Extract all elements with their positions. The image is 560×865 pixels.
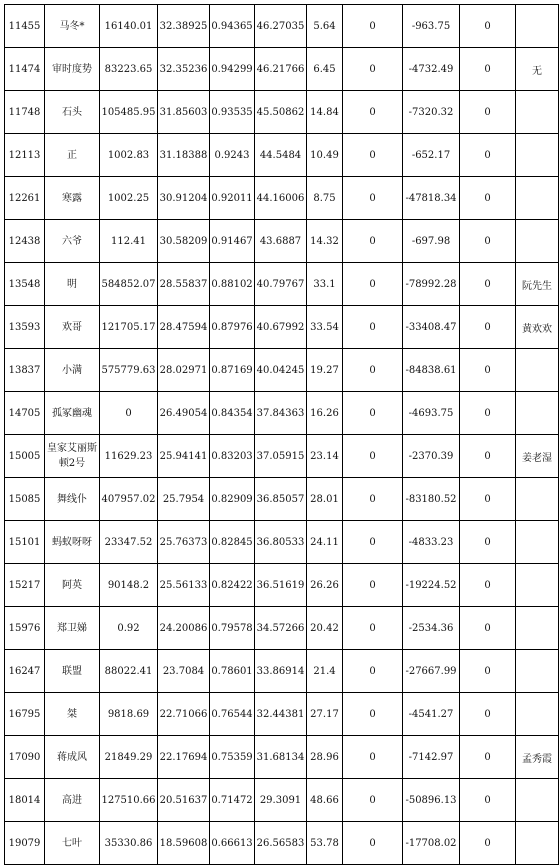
zero-a-cell: 0 xyxy=(343,349,403,392)
note-cell xyxy=(516,177,559,220)
zero-b-cell: 0 xyxy=(460,349,516,392)
amount-cell: 112.41 xyxy=(100,220,158,263)
percent-cell: 23.14 xyxy=(307,435,343,478)
table-row xyxy=(5,263,559,306)
name-cell: 审时度势 xyxy=(45,48,100,91)
table-row xyxy=(5,693,559,736)
zero-a-cell: 0 xyxy=(343,736,403,779)
amount-cell: 1002.83 xyxy=(100,134,158,177)
zero-a-cell: 0 xyxy=(343,564,403,607)
zero-b-cell: 0 xyxy=(460,134,516,177)
ratio-b-cell: 0.76544 xyxy=(210,693,255,736)
ratio-b-cell: 0.75359 xyxy=(210,736,255,779)
ratio-c-cell: 29.3091 xyxy=(255,779,307,822)
amount-cell: 35330.86 xyxy=(100,822,158,865)
note-cell: 孟秀霞 xyxy=(516,736,559,779)
note-cell xyxy=(516,693,559,736)
percent-cell: 5.64 xyxy=(307,5,343,48)
zero-b-cell: 0 xyxy=(460,564,516,607)
id-cell: 13548 xyxy=(5,263,45,306)
ratio-c-cell: 43.6887 xyxy=(255,220,307,263)
zero-a-cell: 0 xyxy=(343,91,403,134)
zero-b-cell: 0 xyxy=(460,779,516,822)
percent-cell: 26.26 xyxy=(307,564,343,607)
amount-cell: 23347.52 xyxy=(100,521,158,564)
zero-b-cell: 0 xyxy=(460,177,516,220)
ratio-b-cell: 0.93535 xyxy=(210,91,255,134)
id-cell: 14705 xyxy=(5,392,45,435)
zero-a-cell: 0 xyxy=(343,521,403,564)
table-body xyxy=(5,5,559,865)
ratio-c-cell: 31.68134 xyxy=(255,736,307,779)
ratio-b-cell: 0.82845 xyxy=(210,521,255,564)
table-row xyxy=(5,478,559,521)
note-cell xyxy=(516,5,559,48)
note-cell xyxy=(516,392,559,435)
balance-cell: -4693.75 xyxy=(403,392,460,435)
name-cell: 阿英 xyxy=(45,564,100,607)
name-cell: 马冬* xyxy=(45,5,100,48)
name-cell: 蚂蚁呀呀 xyxy=(45,521,100,564)
ratio-c-cell: 37.84363 xyxy=(255,392,307,435)
percent-cell: 14.84 xyxy=(307,91,343,134)
name-cell: 高进 xyxy=(45,779,100,822)
table-row xyxy=(5,134,559,177)
ratio-c-cell: 34.57266 xyxy=(255,607,307,650)
name-cell: 石头 xyxy=(45,91,100,134)
ratio-a-cell: 30.58209 xyxy=(158,220,210,263)
id-cell: 11474 xyxy=(5,48,45,91)
ratio-a-cell: 25.7954 xyxy=(158,478,210,521)
zero-b-cell: 0 xyxy=(460,736,516,779)
ratio-a-cell: 32.35236 xyxy=(158,48,210,91)
amount-cell: 575779.63 xyxy=(100,349,158,392)
percent-cell: 14.32 xyxy=(307,220,343,263)
id-cell: 13593 xyxy=(5,306,45,349)
percent-cell: 20.42 xyxy=(307,607,343,650)
ratio-c-cell: 26.56583 xyxy=(255,822,307,865)
ratio-c-cell: 36.80533 xyxy=(255,521,307,564)
note-cell xyxy=(516,564,559,607)
ratio-a-cell: 25.76373 xyxy=(158,521,210,564)
note-cell xyxy=(516,134,559,177)
ratio-b-cell: 0.92011 xyxy=(210,177,255,220)
balance-cell: -2370.39 xyxy=(403,435,460,478)
zero-b-cell: 0 xyxy=(460,263,516,306)
amount-cell: 9818.69 xyxy=(100,693,158,736)
amount-cell: 105485.95 xyxy=(100,91,158,134)
table-row xyxy=(5,650,559,693)
id-cell: 17090 xyxy=(5,736,45,779)
percent-cell: 24.11 xyxy=(307,521,343,564)
note-cell xyxy=(516,478,559,521)
percent-cell: 33.1 xyxy=(307,263,343,306)
table-row xyxy=(5,779,559,822)
zero-b-cell: 0 xyxy=(460,48,516,91)
name-cell: 郑卫娣 xyxy=(45,607,100,650)
balance-cell: -2534.36 xyxy=(403,607,460,650)
balance-cell: -47818.34 xyxy=(403,177,460,220)
name-cell: 明 xyxy=(45,263,100,306)
balance-cell: -84838.61 xyxy=(403,349,460,392)
table-row xyxy=(5,521,559,564)
id-cell: 12438 xyxy=(5,220,45,263)
id-cell: 12261 xyxy=(5,177,45,220)
zero-a-cell: 0 xyxy=(343,220,403,263)
balance-cell: -27667.99 xyxy=(403,650,460,693)
table-row xyxy=(5,564,559,607)
ratio-b-cell: 0.83203 xyxy=(210,435,255,478)
name-cell: 联盟 xyxy=(45,650,100,693)
amount-cell: 1002.25 xyxy=(100,177,158,220)
amount-cell: 11629.23 xyxy=(100,435,158,478)
ratio-a-cell: 18.59608 xyxy=(158,822,210,865)
note-cell: 姜老湿 xyxy=(516,435,559,478)
ratio-a-cell: 28.47594 xyxy=(158,306,210,349)
ratio-c-cell: 46.27035 xyxy=(255,5,307,48)
id-cell: 16795 xyxy=(5,693,45,736)
zero-a-cell: 0 xyxy=(343,5,403,48)
ratio-a-cell: 28.55837 xyxy=(158,263,210,306)
note-cell xyxy=(516,607,559,650)
ratio-a-cell: 31.85603 xyxy=(158,91,210,134)
zero-a-cell: 0 xyxy=(343,478,403,521)
percent-cell: 28.96 xyxy=(307,736,343,779)
ratio-c-cell: 33.86914 xyxy=(255,650,307,693)
id-cell: 15101 xyxy=(5,521,45,564)
ratio-b-cell: 0.9243 xyxy=(210,134,255,177)
id-cell: 19079 xyxy=(5,822,45,865)
zero-a-cell: 0 xyxy=(343,822,403,865)
ratio-a-cell: 32.38925 xyxy=(158,5,210,48)
ratio-b-cell: 0.84354 xyxy=(210,392,255,435)
percent-cell: 10.49 xyxy=(307,134,343,177)
zero-b-cell: 0 xyxy=(460,521,516,564)
percent-cell: 19.27 xyxy=(307,349,343,392)
zero-a-cell: 0 xyxy=(343,607,403,650)
zero-a-cell: 0 xyxy=(343,435,403,478)
ratio-b-cell: 0.71472 xyxy=(210,779,255,822)
name-cell: 孤冢幽魂 xyxy=(45,392,100,435)
balance-cell: -4833.23 xyxy=(403,521,460,564)
name-cell: 正 xyxy=(45,134,100,177)
amount-cell: 90148.2 xyxy=(100,564,158,607)
percent-cell: 6.45 xyxy=(307,48,343,91)
note-cell xyxy=(516,349,559,392)
ratio-a-cell: 25.56133 xyxy=(158,564,210,607)
id-cell: 15976 xyxy=(5,607,45,650)
note-cell xyxy=(516,521,559,564)
zero-a-cell: 0 xyxy=(343,392,403,435)
note-cell xyxy=(516,220,559,263)
id-cell: 12113 xyxy=(5,134,45,177)
table-row xyxy=(5,392,559,435)
amount-cell: 0.92 xyxy=(100,607,158,650)
ratio-a-cell: 23.7084 xyxy=(158,650,210,693)
name-cell: 六爷 xyxy=(45,220,100,263)
zero-a-cell: 0 xyxy=(343,48,403,91)
amount-cell: 21849.29 xyxy=(100,736,158,779)
ratio-a-cell: 22.17694 xyxy=(158,736,210,779)
zero-a-cell: 0 xyxy=(343,177,403,220)
zero-b-cell: 0 xyxy=(460,5,516,48)
ratio-c-cell: 37.05915 xyxy=(255,435,307,478)
note-cell xyxy=(516,822,559,865)
ratio-b-cell: 0.94299 xyxy=(210,48,255,91)
amount-cell: 407957.02 xyxy=(100,478,158,521)
ratio-b-cell: 0.91467 xyxy=(210,220,255,263)
name-cell: 寒露 xyxy=(45,177,100,220)
id-cell: 15217 xyxy=(5,564,45,607)
balance-cell: -78992.28 xyxy=(403,263,460,306)
id-cell: 15085 xyxy=(5,478,45,521)
amount-cell: 121705.17 xyxy=(100,306,158,349)
ratio-b-cell: 0.94365 xyxy=(210,5,255,48)
balance-cell: -33408.47 xyxy=(403,306,460,349)
id-cell: 16247 xyxy=(5,650,45,693)
zero-a-cell: 0 xyxy=(343,779,403,822)
name-cell: 七叶 xyxy=(45,822,100,865)
ratio-b-cell: 0.82422 xyxy=(210,564,255,607)
name-cell: 蒋成风 xyxy=(45,736,100,779)
zero-b-cell: 0 xyxy=(460,220,516,263)
id-cell: 18014 xyxy=(5,779,45,822)
ratio-c-cell: 32.44381 xyxy=(255,693,307,736)
ratio-a-cell: 24.20086 xyxy=(158,607,210,650)
ratio-b-cell: 0.87169 xyxy=(210,349,255,392)
table-row xyxy=(5,177,559,220)
amount-cell: 88022.41 xyxy=(100,650,158,693)
percent-cell: 27.17 xyxy=(307,693,343,736)
table-row xyxy=(5,435,559,478)
percent-cell: 16.26 xyxy=(307,392,343,435)
table-row xyxy=(5,5,559,48)
zero-b-cell: 0 xyxy=(460,822,516,865)
id-cell: 15005 xyxy=(5,435,45,478)
ratio-c-cell: 36.85057 xyxy=(255,478,307,521)
percent-cell: 28.01 xyxy=(307,478,343,521)
ratio-b-cell: 0.79578 xyxy=(210,607,255,650)
ratio-b-cell: 0.88102 xyxy=(210,263,255,306)
zero-b-cell: 0 xyxy=(460,478,516,521)
balance-cell: -697.98 xyxy=(403,220,460,263)
table-row xyxy=(5,349,559,392)
ratio-a-cell: 30.91204 xyxy=(158,177,210,220)
amount-cell: 0 xyxy=(100,392,158,435)
ratio-c-cell: 40.04245 xyxy=(255,349,307,392)
ratio-a-cell: 28.02971 xyxy=(158,349,210,392)
data-table xyxy=(4,4,559,865)
ratio-c-cell: 40.67992 xyxy=(255,306,307,349)
table-row xyxy=(5,91,559,134)
table-row xyxy=(5,48,559,91)
balance-cell: -4732.49 xyxy=(403,48,460,91)
ratio-c-cell: 44.5484 xyxy=(255,134,307,177)
balance-cell: -7320.32 xyxy=(403,91,460,134)
ratio-c-cell: 45.50862 xyxy=(255,91,307,134)
zero-b-cell: 0 xyxy=(460,392,516,435)
zero-a-cell: 0 xyxy=(343,650,403,693)
balance-cell: -7142.97 xyxy=(403,736,460,779)
balance-cell: -963.75 xyxy=(403,5,460,48)
id-cell: 11748 xyxy=(5,91,45,134)
percent-cell: 48.66 xyxy=(307,779,343,822)
id-cell: 13837 xyxy=(5,349,45,392)
zero-b-cell: 0 xyxy=(460,306,516,349)
name-cell: 欢哥 xyxy=(45,306,100,349)
amount-cell: 83223.65 xyxy=(100,48,158,91)
balance-cell: -17708.02 xyxy=(403,822,460,865)
amount-cell: 127510.66 xyxy=(100,779,158,822)
balance-cell: -4541.27 xyxy=(403,693,460,736)
zero-a-cell: 0 xyxy=(343,134,403,177)
note-cell xyxy=(516,779,559,822)
zero-a-cell: 0 xyxy=(343,306,403,349)
ratio-b-cell: 0.66613 xyxy=(210,822,255,865)
table-row xyxy=(5,822,559,865)
ratio-c-cell: 44.16006 xyxy=(255,177,307,220)
name-cell: 舞线仆 xyxy=(45,478,100,521)
percent-cell: 53.78 xyxy=(307,822,343,865)
zero-b-cell: 0 xyxy=(460,91,516,134)
ratio-a-cell: 25.94141 xyxy=(158,435,210,478)
name-cell: 桀 xyxy=(45,693,100,736)
ratio-c-cell: 36.51619 xyxy=(255,564,307,607)
ratio-b-cell: 0.87976 xyxy=(210,306,255,349)
ratio-a-cell: 26.49054 xyxy=(158,392,210,435)
amount-cell: 584852.07 xyxy=(100,263,158,306)
ratio-b-cell: 0.82909 xyxy=(210,478,255,521)
percent-cell: 8.75 xyxy=(307,177,343,220)
zero-b-cell: 0 xyxy=(460,650,516,693)
table-row xyxy=(5,607,559,650)
id-cell: 11455 xyxy=(5,5,45,48)
ratio-a-cell: 31.18388 xyxy=(158,134,210,177)
balance-cell: -652.17 xyxy=(403,134,460,177)
balance-cell: -50896.13 xyxy=(403,779,460,822)
table-row xyxy=(5,736,559,779)
name-cell: 小满 xyxy=(45,349,100,392)
table-row xyxy=(5,306,559,349)
balance-cell: -83180.52 xyxy=(403,478,460,521)
percent-cell: 21.4 xyxy=(307,650,343,693)
name-cell: 皇家艾丽斯顿2号 xyxy=(45,435,100,478)
balance-cell: -19224.52 xyxy=(403,564,460,607)
ratio-c-cell: 40.79767 xyxy=(255,263,307,306)
note-cell: 黄欢欢 xyxy=(516,306,559,349)
ratio-a-cell: 20.51637 xyxy=(158,779,210,822)
percent-cell: 33.54 xyxy=(307,306,343,349)
amount-cell: 16140.01 xyxy=(100,5,158,48)
note-cell xyxy=(516,91,559,134)
ratio-a-cell: 22.71066 xyxy=(158,693,210,736)
note-cell xyxy=(516,650,559,693)
ratio-b-cell: 0.78601 xyxy=(210,650,255,693)
note-cell: 阮先生 xyxy=(516,263,559,306)
zero-b-cell: 0 xyxy=(460,607,516,650)
zero-a-cell: 0 xyxy=(343,693,403,736)
table-row xyxy=(5,220,559,263)
zero-b-cell: 0 xyxy=(460,693,516,736)
zero-a-cell: 0 xyxy=(343,263,403,306)
ratio-c-cell: 46.21766 xyxy=(255,48,307,91)
zero-b-cell: 0 xyxy=(460,435,516,478)
note-cell: 无 xyxy=(516,48,559,91)
